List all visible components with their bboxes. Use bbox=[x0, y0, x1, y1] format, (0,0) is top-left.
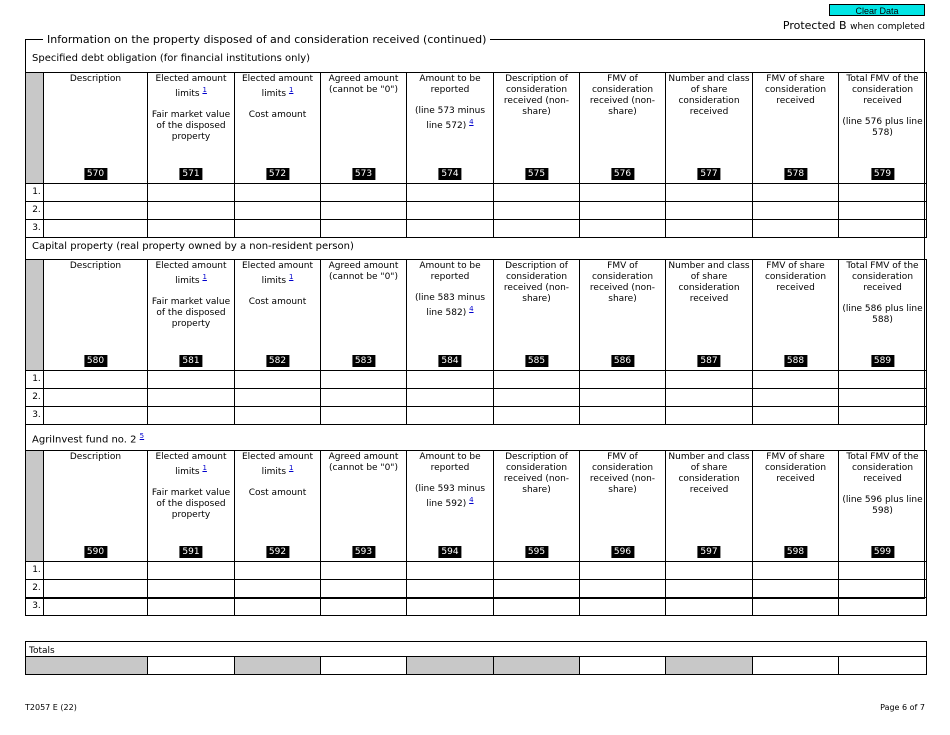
totals-label: Totals bbox=[29, 646, 55, 656]
col-header-reported bbox=[407, 73, 494, 184]
section-table-1 bbox=[25, 259, 927, 425]
col-header-desc-cons bbox=[494, 73, 580, 184]
input-cell-fmv-cons[interactable] bbox=[580, 562, 666, 580]
page-number: Page 6 of 7 bbox=[880, 703, 925, 712]
col-header-reported bbox=[407, 260, 494, 371]
line-number-badge: 595 bbox=[525, 546, 548, 558]
input-cell-num-class[interactable] bbox=[666, 220, 753, 238]
table-row bbox=[26, 220, 927, 238]
input-cell-fmv-share[interactable] bbox=[753, 562, 839, 580]
totals-cell-fmv-disposed[interactable] bbox=[148, 657, 235, 675]
section-title-text: AgriInvest fund no. 2 bbox=[32, 434, 137, 446]
input-cell-agreed[interactable] bbox=[321, 562, 407, 580]
input-cell-reported[interactable] bbox=[407, 202, 494, 220]
input-cell-elected-cost[interactable] bbox=[235, 580, 321, 598]
input-cell-elected-fmv[interactable] bbox=[148, 598, 235, 616]
footnote-link[interactable]: 4 bbox=[469, 496, 474, 504]
header-text: (line 586 plus line 588) bbox=[842, 304, 923, 325]
input-cell-description[interactable] bbox=[44, 184, 148, 202]
input-cell-elected-fmv[interactable] bbox=[148, 407, 235, 425]
header-text: FMV of share consideration received bbox=[764, 452, 827, 484]
header-gray-cell bbox=[26, 260, 44, 371]
line-number-badge: 599 bbox=[871, 546, 894, 558]
input-cell-fmv-share[interactable] bbox=[753, 598, 839, 616]
section-table-0 bbox=[25, 72, 927, 238]
input-cell-desc-cons[interactable] bbox=[494, 202, 580, 220]
header-text: Elected amount limits bbox=[155, 261, 227, 286]
header-text: (line 573 minus line 572) bbox=[414, 106, 486, 131]
row-number: 1. bbox=[26, 371, 44, 389]
line-number-badge: 591 bbox=[179, 546, 202, 558]
input-cell-total-fmv[interactable] bbox=[839, 598, 927, 616]
header-text: Description bbox=[69, 261, 122, 271]
header-text: FMV of share consideration received bbox=[764, 261, 827, 293]
col-header-fmv-cons bbox=[580, 260, 666, 371]
input-cell-fmv-share[interactable] bbox=[753, 371, 839, 389]
input-cell-reported[interactable] bbox=[407, 580, 494, 598]
input-cell-total-fmv[interactable] bbox=[839, 220, 927, 238]
line-number-badge: 592 bbox=[266, 546, 289, 558]
input-cell-elected-cost[interactable] bbox=[235, 220, 321, 238]
footnote-link[interactable]: 1 bbox=[202, 273, 207, 281]
header-text: Total FMV of the consideration received bbox=[846, 452, 919, 484]
row-number: 1. bbox=[26, 184, 44, 202]
header-text: Description of consideration received (non-share) bbox=[503, 74, 570, 117]
line-number-badge: 577 bbox=[697, 168, 720, 180]
line-number-badge: 594 bbox=[438, 546, 461, 558]
header-text: Amount to be reported bbox=[419, 74, 481, 95]
header-text: Amount to be reported bbox=[419, 452, 481, 473]
table-row bbox=[26, 389, 927, 407]
section-title-text: Specified debt obligation (for financial institutions only) bbox=[32, 53, 311, 64]
totals-cell-reported bbox=[407, 657, 494, 675]
input-cell-reported[interactable] bbox=[407, 389, 494, 407]
input-cell-elected-fmv[interactable] bbox=[148, 371, 235, 389]
header-text: FMV of consideration received (non-share) bbox=[589, 74, 656, 117]
col-header-description bbox=[44, 73, 148, 184]
col-header-description bbox=[44, 451, 148, 562]
line-number-badge: 596 bbox=[611, 546, 634, 558]
input-cell-num-class[interactable] bbox=[666, 598, 753, 616]
header-text: Agreed amount (cannot be "0") bbox=[328, 261, 399, 282]
col-header-elected-fmv bbox=[148, 73, 235, 184]
footnote-link[interactable]: 4 bbox=[469, 118, 474, 126]
totals-cell-cost bbox=[235, 657, 321, 675]
input-cell-desc-cons[interactable] bbox=[494, 598, 580, 616]
col-header-fmv-share bbox=[753, 260, 839, 371]
protected-sub: when completed bbox=[850, 22, 925, 32]
totals-cell-num-class bbox=[666, 657, 753, 675]
line-number-badge: 580 bbox=[84, 355, 107, 367]
footnote-link[interactable]: 1 bbox=[202, 464, 207, 472]
input-cell-reported[interactable] bbox=[407, 371, 494, 389]
header-text: Cost amount bbox=[248, 110, 307, 120]
table-row bbox=[26, 407, 927, 425]
input-cell-description[interactable] bbox=[44, 598, 148, 616]
line-number-badge: 588 bbox=[784, 355, 807, 367]
row-number: 2. bbox=[26, 580, 44, 598]
header-text: Number and class of share consideration received bbox=[668, 74, 750, 117]
table-row bbox=[26, 562, 927, 580]
input-cell-fmv-share[interactable] bbox=[753, 389, 839, 407]
input-cell-agreed[interactable] bbox=[321, 389, 407, 407]
input-cell-desc-cons[interactable] bbox=[494, 562, 580, 580]
header-text: FMV of share consideration received bbox=[764, 74, 827, 106]
header-text: Agreed amount (cannot be "0") bbox=[328, 74, 399, 95]
section-title-2 bbox=[32, 432, 144, 445]
header-text: (line 596 plus line 598) bbox=[842, 495, 923, 516]
row-number: 3. bbox=[26, 220, 44, 238]
input-cell-total-fmv[interactable] bbox=[839, 184, 927, 202]
row-number: 2. bbox=[26, 202, 44, 220]
totals-cell-fmv-share[interactable] bbox=[753, 657, 839, 675]
input-cell-fmv-cons[interactable] bbox=[580, 184, 666, 202]
table-row bbox=[26, 371, 927, 389]
input-cell-elected-cost[interactable] bbox=[235, 371, 321, 389]
header-text: Cost amount bbox=[248, 297, 307, 307]
col-header-agreed bbox=[321, 260, 407, 371]
section-legend: Information on the property disposed of and consideration received (continued) bbox=[43, 33, 490, 46]
col-header-description bbox=[44, 260, 148, 371]
input-cell-total-fmv[interactable] bbox=[839, 580, 927, 598]
col-header-fmv-share bbox=[753, 451, 839, 562]
line-number-badge: 578 bbox=[784, 168, 807, 180]
protected-main: Protected B bbox=[782, 19, 847, 32]
col-header-agreed bbox=[321, 451, 407, 562]
col-header-num-class bbox=[666, 451, 753, 562]
line-number-badge: 575 bbox=[525, 168, 548, 180]
input-cell-desc-cons[interactable] bbox=[494, 407, 580, 425]
input-cell-description[interactable] bbox=[44, 371, 148, 389]
line-number-badge: 579 bbox=[871, 168, 894, 180]
footnote-link[interactable]: 4 bbox=[469, 305, 474, 313]
col-header-total-fmv bbox=[839, 73, 927, 184]
table-row bbox=[26, 580, 927, 598]
table-row bbox=[26, 598, 927, 616]
input-cell-num-class[interactable] bbox=[666, 184, 753, 202]
line-number-badge: 586 bbox=[611, 355, 634, 367]
totals-cell-total-fmv[interactable] bbox=[839, 657, 927, 675]
line-number-badge: 584 bbox=[438, 355, 461, 367]
header-text: Fair market value of the disposed property bbox=[151, 110, 231, 142]
input-cell-total-fmv[interactable] bbox=[839, 371, 927, 389]
row-number: 1. bbox=[26, 562, 44, 580]
protected-b-label bbox=[783, 19, 925, 32]
header-text: Amount to be reported bbox=[419, 261, 481, 282]
input-cell-fmv-cons[interactable] bbox=[580, 389, 666, 407]
input-cell-elected-fmv[interactable] bbox=[148, 202, 235, 220]
input-cell-description[interactable] bbox=[44, 202, 148, 220]
line-number-badge: 587 bbox=[697, 355, 720, 367]
col-header-total-fmv bbox=[839, 260, 927, 371]
input-cell-desc-cons[interactable] bbox=[494, 220, 580, 238]
header-text: Number and class of share consideration received bbox=[668, 452, 750, 495]
header-text: Description of consideration received (non-share) bbox=[503, 452, 570, 495]
col-header-fmv-share bbox=[753, 73, 839, 184]
col-header-elected-cost bbox=[235, 451, 321, 562]
input-cell-num-class[interactable] bbox=[666, 202, 753, 220]
header-text: Description of consideration received (non-share) bbox=[503, 261, 570, 304]
header-text: Fair market value of the disposed property bbox=[151, 297, 231, 329]
input-cell-reported[interactable] bbox=[407, 562, 494, 580]
input-cell-fmv-share[interactable] bbox=[753, 220, 839, 238]
col-header-agreed bbox=[321, 73, 407, 184]
row-number: 2. bbox=[26, 389, 44, 407]
input-cell-fmv-cons[interactable] bbox=[580, 371, 666, 389]
input-cell-elected-cost[interactable] bbox=[235, 562, 321, 580]
input-cell-agreed[interactable] bbox=[321, 220, 407, 238]
input-cell-num-class[interactable] bbox=[666, 562, 753, 580]
col-header-desc-cons bbox=[494, 451, 580, 562]
header-text: Description bbox=[69, 452, 122, 462]
col-header-total-fmv bbox=[839, 451, 927, 562]
header-gray-cell bbox=[26, 73, 44, 184]
input-cell-elected-fmv[interactable] bbox=[148, 220, 235, 238]
header-text: Number and class of share consideration received bbox=[668, 261, 750, 304]
header-text: Elected amount limits bbox=[241, 261, 314, 286]
line-number-badge: 589 bbox=[871, 355, 894, 367]
input-cell-elected-cost[interactable] bbox=[235, 407, 321, 425]
header-text: Elected amount limits bbox=[241, 74, 314, 99]
header-text: Total FMV of the consideration received bbox=[846, 74, 919, 106]
input-cell-total-fmv[interactable] bbox=[839, 407, 927, 425]
totals-cell-agreed[interactable] bbox=[321, 657, 407, 675]
header-text: FMV of consideration received (non-share) bbox=[589, 452, 656, 495]
footnote-link[interactable]: 5 bbox=[139, 432, 145, 440]
section-title-text: Capital property (real property owned by a non-resident person) bbox=[32, 241, 354, 252]
input-cell-fmv-share[interactable] bbox=[753, 407, 839, 425]
input-cell-desc-cons[interactable] bbox=[494, 371, 580, 389]
totals-table bbox=[25, 641, 927, 675]
input-cell-agreed[interactable] bbox=[321, 407, 407, 425]
table-row bbox=[26, 202, 927, 220]
input-cell-fmv-cons[interactable] bbox=[580, 202, 666, 220]
input-cell-elected-cost[interactable] bbox=[235, 389, 321, 407]
input-cell-num-class[interactable] bbox=[666, 407, 753, 425]
input-cell-reported[interactable] bbox=[407, 598, 494, 616]
line-number-badge: 576 bbox=[611, 168, 634, 180]
input-cell-total-fmv[interactable] bbox=[839, 202, 927, 220]
header-text: Elected amount limits bbox=[241, 452, 314, 477]
input-cell-elected-cost[interactable] bbox=[235, 202, 321, 220]
input-cell-agreed[interactable] bbox=[321, 598, 407, 616]
input-cell-fmv-share[interactable] bbox=[753, 202, 839, 220]
line-number-badge: 590 bbox=[84, 546, 107, 558]
line-number-badge: 585 bbox=[525, 355, 548, 367]
input-cell-total-fmv[interactable] bbox=[839, 562, 927, 580]
col-header-desc-cons bbox=[494, 260, 580, 371]
totals-cell-desc-cons bbox=[494, 657, 580, 675]
col-header-elected-cost bbox=[235, 73, 321, 184]
input-cell-desc-cons[interactable] bbox=[494, 389, 580, 407]
input-cell-agreed[interactable] bbox=[321, 202, 407, 220]
input-cell-elected-cost[interactable] bbox=[235, 184, 321, 202]
input-cell-elected-fmv[interactable] bbox=[148, 184, 235, 202]
form-id: T2057 E (22) bbox=[25, 703, 77, 712]
header-text: Fair market value of the disposed property bbox=[151, 488, 231, 520]
clear-data-button[interactable]: Clear Data bbox=[829, 4, 925, 16]
header-text: Description bbox=[69, 74, 122, 84]
line-number-badge: 570 bbox=[84, 168, 107, 180]
input-cell-elected-fmv[interactable] bbox=[148, 580, 235, 598]
input-cell-num-class[interactable] bbox=[666, 580, 753, 598]
input-cell-elected-fmv[interactable] bbox=[148, 562, 235, 580]
totals-cell-description bbox=[26, 657, 148, 675]
input-cell-reported[interactable] bbox=[407, 184, 494, 202]
footnote-link[interactable]: 1 bbox=[288, 86, 294, 94]
input-cell-agreed[interactable] bbox=[321, 580, 407, 598]
footnote-link[interactable]: 1 bbox=[288, 273, 294, 281]
input-cell-num-class[interactable] bbox=[666, 389, 753, 407]
line-number-badge: 582 bbox=[266, 355, 289, 367]
col-header-num-class bbox=[666, 260, 753, 371]
header-gray-cell bbox=[26, 451, 44, 562]
header-text: Elected amount limits bbox=[155, 74, 227, 99]
section-table-2 bbox=[25, 450, 927, 616]
input-cell-description[interactable] bbox=[44, 389, 148, 407]
line-number-badge: 598 bbox=[784, 546, 807, 558]
line-number-badge: 571 bbox=[179, 168, 202, 180]
input-cell-agreed[interactable] bbox=[321, 371, 407, 389]
col-header-num-class bbox=[666, 73, 753, 184]
col-header-elected-cost bbox=[235, 260, 321, 371]
input-cell-description[interactable] bbox=[44, 407, 148, 425]
table-row bbox=[26, 184, 927, 202]
input-cell-elected-fmv[interactable] bbox=[148, 389, 235, 407]
section-title-0 bbox=[32, 53, 310, 64]
input-cell-fmv-cons[interactable] bbox=[580, 598, 666, 616]
input-cell-description[interactable] bbox=[44, 220, 148, 238]
header-text: Agreed amount (cannot be "0") bbox=[328, 452, 399, 473]
header-text: Total FMV of the consideration received bbox=[846, 261, 919, 293]
totals-cell-fmv-cons[interactable] bbox=[580, 657, 666, 675]
input-cell-agreed[interactable] bbox=[321, 184, 407, 202]
line-number-badge: 573 bbox=[352, 168, 375, 180]
input-cell-total-fmv[interactable] bbox=[839, 389, 927, 407]
input-cell-description[interactable] bbox=[44, 580, 148, 598]
input-cell-fmv-cons[interactable] bbox=[580, 580, 666, 598]
col-header-elected-fmv bbox=[148, 451, 235, 562]
input-cell-fmv-share[interactable] bbox=[753, 184, 839, 202]
input-cell-reported[interactable] bbox=[407, 220, 494, 238]
line-number-badge: 593 bbox=[352, 546, 375, 558]
line-number-badge: 572 bbox=[266, 168, 289, 180]
row-number: 3. bbox=[26, 598, 44, 616]
header-text: (line 583 minus line 582) bbox=[414, 293, 486, 318]
section-title-1 bbox=[32, 241, 354, 252]
col-header-elected-fmv bbox=[148, 260, 235, 371]
line-number-badge: 583 bbox=[352, 355, 375, 367]
row-number: 3. bbox=[26, 407, 44, 425]
input-cell-fmv-cons[interactable] bbox=[580, 407, 666, 425]
header-text: (line 593 minus line 592) bbox=[414, 484, 486, 509]
header-text: FMV of consideration received (non-share) bbox=[589, 261, 656, 304]
input-cell-desc-cons[interactable] bbox=[494, 184, 580, 202]
col-header-fmv-cons bbox=[580, 451, 666, 562]
input-cell-fmv-cons[interactable] bbox=[580, 220, 666, 238]
header-text: (line 576 plus line 578) bbox=[842, 117, 923, 138]
col-header-fmv-cons bbox=[580, 73, 666, 184]
line-number-badge: 581 bbox=[179, 355, 202, 367]
input-cell-description[interactable] bbox=[44, 562, 148, 580]
input-cell-reported[interactable] bbox=[407, 407, 494, 425]
footnote-link[interactable]: 1 bbox=[202, 86, 207, 94]
input-cell-num-class[interactable] bbox=[666, 371, 753, 389]
input-cell-elected-cost[interactable] bbox=[235, 598, 321, 616]
col-header-reported bbox=[407, 451, 494, 562]
header-text: Elected amount limits bbox=[155, 452, 227, 477]
footnote-link[interactable]: 1 bbox=[288, 464, 294, 472]
input-cell-desc-cons[interactable] bbox=[494, 580, 580, 598]
line-number-badge: 597 bbox=[697, 546, 720, 558]
line-number-badge: 574 bbox=[438, 168, 461, 180]
input-cell-fmv-share[interactable] bbox=[753, 580, 839, 598]
header-text: Cost amount bbox=[248, 488, 307, 498]
